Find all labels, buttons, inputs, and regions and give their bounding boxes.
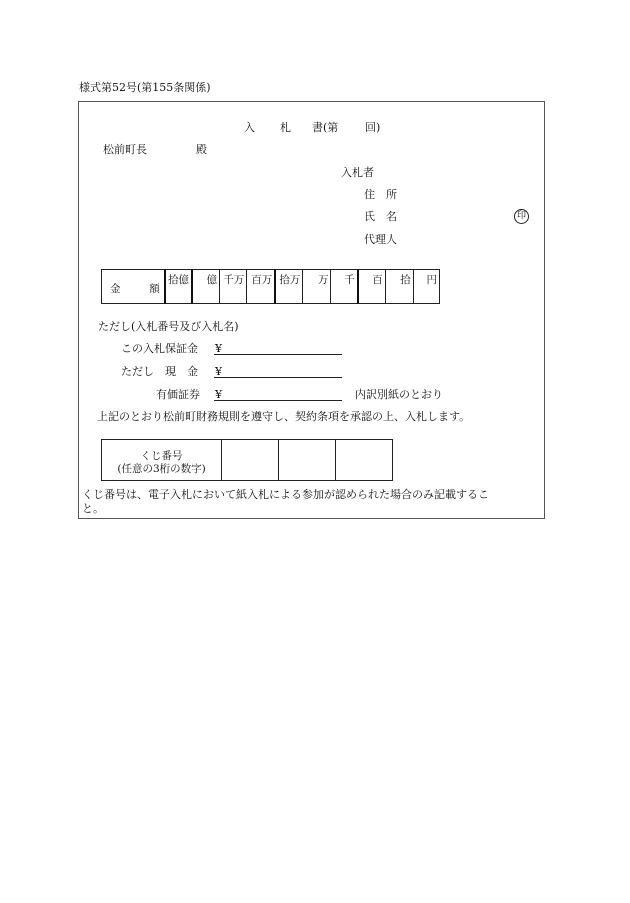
amount-unit: 百 bbox=[372, 274, 383, 286]
amount-unit: 千 bbox=[344, 274, 355, 286]
amount-digit-cell[interactable] bbox=[358, 270, 386, 304]
lottery-table bbox=[101, 439, 393, 481]
amount-label-kin: 金 bbox=[110, 282, 121, 295]
agreement-text: 上記のとおり松前町財務規則を遵守し、契約条項を承認の上、入札します。 bbox=[97, 410, 471, 423]
lottery-label-line1: くじ番号 bbox=[140, 449, 183, 462]
amount-digit-cell[interactable] bbox=[165, 270, 192, 304]
footnote-line-2: と。 bbox=[82, 502, 104, 515]
amount-digit-cell[interactable] bbox=[247, 270, 276, 304]
amount-unit: 拾億 bbox=[168, 274, 190, 286]
lottery-label-line2: (任意の3桁の数字) bbox=[117, 462, 206, 475]
guarantee-yen: ¥ bbox=[215, 342, 222, 355]
amount-unit: 万 bbox=[317, 274, 329, 286]
address-label: 住 所 bbox=[364, 188, 397, 201]
agent-label: 代理人 bbox=[364, 233, 397, 246]
amount-unit: 億 bbox=[206, 274, 218, 286]
lottery-digit-cell[interactable] bbox=[279, 440, 336, 481]
cash-yen: ¥ bbox=[215, 365, 222, 378]
amount-unit: 千万 bbox=[223, 274, 245, 286]
form-number: 様式第52号(第155条関係) bbox=[79, 81, 211, 94]
cash-amount-line[interactable] bbox=[214, 377, 342, 378]
name-label: 氏 名 bbox=[364, 210, 397, 223]
amount-unit: 拾万 bbox=[279, 274, 301, 286]
amount-digit-cell[interactable] bbox=[192, 270, 220, 304]
title-char-1: 入 bbox=[244, 121, 255, 134]
addressee-honorific: 殿 bbox=[196, 143, 207, 156]
amount-label-gaku: 額 bbox=[149, 282, 160, 295]
seal-icon: 印 bbox=[514, 209, 529, 224]
amount-digit-cell[interactable] bbox=[413, 270, 439, 304]
note-heading: ただし(入札番号及び入札名) bbox=[98, 320, 239, 333]
lottery-label-cell bbox=[102, 440, 222, 481]
amount-unit: 拾 bbox=[400, 274, 411, 286]
amount-label-cell bbox=[102, 270, 165, 304]
title-char-2: 札 bbox=[280, 121, 291, 134]
title-char-4: 回) bbox=[365, 121, 381, 134]
bidder-heading: 入札者 bbox=[341, 166, 374, 179]
amount-unit: 円 bbox=[426, 274, 437, 286]
amount-digit-cell[interactable] bbox=[385, 270, 413, 304]
securities-note: 内訳別紙のとおり bbox=[355, 388, 443, 401]
guarantee-label: この入札保証金 bbox=[121, 342, 198, 355]
amount-digit-cell[interactable] bbox=[331, 270, 358, 304]
cash-label: ただし 現 金 bbox=[121, 365, 198, 378]
amount-table bbox=[101, 269, 440, 304]
amount-unit: 百万 bbox=[251, 274, 273, 286]
guarantee-amount-line[interactable] bbox=[214, 354, 342, 355]
addressee-town: 松前町長 bbox=[103, 143, 147, 156]
lottery-digit-cell[interactable] bbox=[222, 440, 279, 481]
lottery-digit-cell[interactable] bbox=[336, 440, 393, 481]
amount-digit-cell[interactable] bbox=[275, 270, 303, 304]
securities-amount-line[interactable] bbox=[214, 400, 342, 401]
amount-digit-cell[interactable] bbox=[220, 270, 247, 304]
footnote-line-1: くじ番号は、電子入札において紙入札による参加が認められた場合のみ記載するこ bbox=[82, 488, 489, 501]
amount-digit-cell[interactable] bbox=[303, 270, 331, 304]
title-char-3: 書(第 bbox=[312, 121, 339, 134]
seal-mark bbox=[514, 209, 529, 224]
securities-yen: ¥ bbox=[215, 388, 222, 401]
securities-label: 有価証券 bbox=[156, 388, 200, 401]
